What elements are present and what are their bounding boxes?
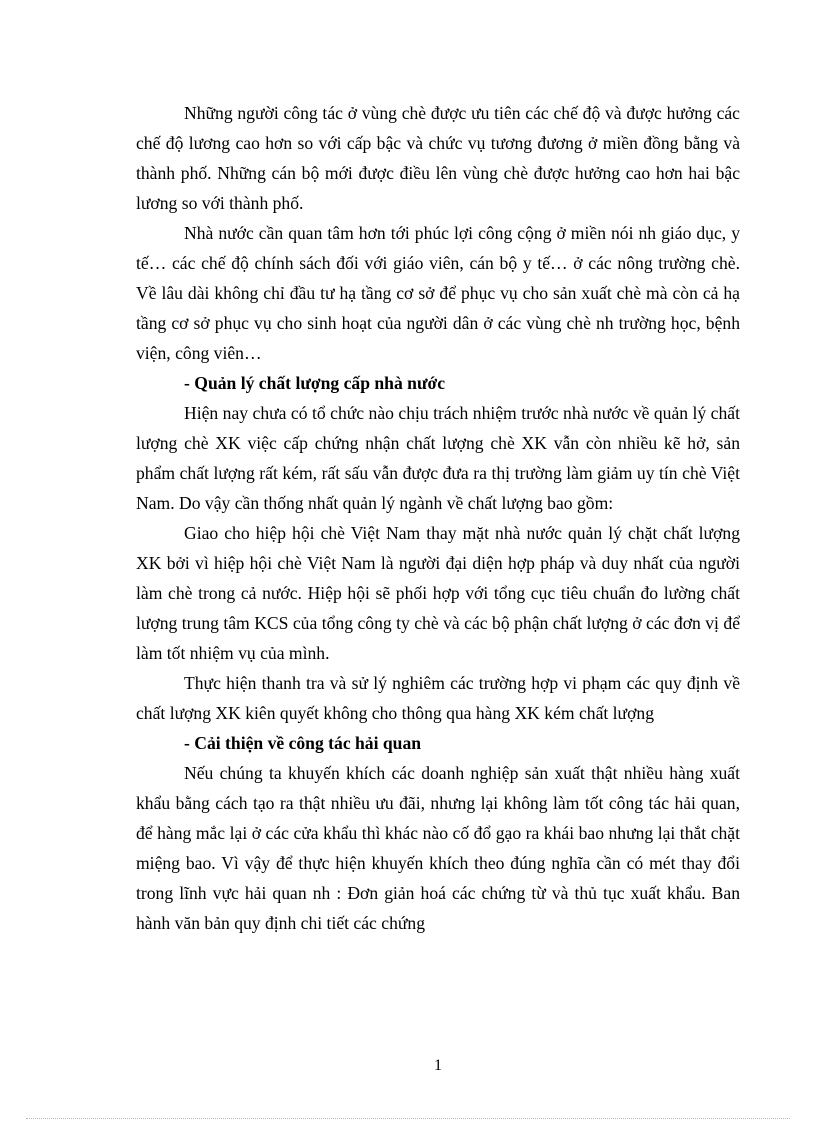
heading-quality-management: - Quản lý chất lượng cấp nhà nước [184,373,446,393]
paragraph-customs: Nếu chúng ta khuyến khích các doanh nghiệp sản xuất thật nhiều hàng xuất khẩu bằng cách tạo ra thật nhiều ưu đãi, nhưng lại không làm tốt công tác hải quan, để hàng mắc lại ở các cửa khẩu thì khác nào cố đổ gạo ra khái bao nhưng lại thắt chặt miệng bao. Vì vậy để thực hiện khuyến khích theo đúng nghĩa cần có mét thay đổi trong lĩnh vực hải quan nh : Đơn giản hoá các chứng từ và thủ tục xuất khẩu. Ban hành văn bản quy định chi tiết các chứng [136,763,740,933]
paragraph-incentive-wages: Những người công tác ở vùng chè được ưu tiên các chế độ và được hưởng các chế độ lương cao hơn so với cấp bậc và chức vụ tương đương ở miền đồng bằng và thành phố. Những cán bộ mới được điều lên vùng chè được hưởng cao hơn hai bậc lương so với thành phố. [136,103,740,213]
paragraph-quality-status: Hiện nay chưa có tổ chức nào chịu trách nhiệm trước nhà nước về quản lý chất lượng chè XK việc cấp chứng nhận chất lượng chè XK vẫn còn nhiều kẽ hở, sản phẩm chất lượng rất kém, rất sấu vẫn được đưa ra thị trường làm giảm uy tín chè Việt Nam. Do vậy cần thống nhất quản lý ngành về chất lượng bao gồm: [136,403,740,513]
page-number: 1 [434,1057,442,1074]
paragraph-inspection: Thực hiện thanh tra và sử lý nghiêm các trường hợp vi phạm các quy định về chất lượng XK kiên quyết không cho thông qua hàng XK kém chất lượng [136,673,740,723]
heading-customs-improvement: - Cải thiện về công tác hải quan [184,733,422,753]
page-bottom-divider [26,1118,790,1119]
document-body [136,98,740,938]
paragraph-public-welfare: Nhà nước cần quan tâm hơn tới phúc lợi công cộng ở miền nói nh giáo dục, y tế… các chế độ chính sách đối với giáo viên, cán bộ y tế… ở các nông trường chè. Về lâu dài không chỉ đầu tư hạ tầng cơ sở để phục vụ cho sản xuất chè mà còn cả hạ tầng cơ sở phục vụ cho sinh hoạt của người dân ở các vùng chè nh trường học, bệnh viện, công viên… [136,223,740,363]
paragraph-tea-association: Giao cho hiệp hội chè Việt Nam thay mặt nhà nước quản lý chặt chất lượng XK bởi vì hiệp hội chè Việt Nam là người đại diện hợp pháp và duy nhất của người làm chè trong cả nước. Hiệp hội sẽ phối hợp với tổng cục tiêu chuẩn đo lường chất lượng trung tâm KCS của tổng công ty chè và các bộ phận chất lượng ở các đơn vị để làm tốt nhiệm vụ của mình. [136,523,740,663]
